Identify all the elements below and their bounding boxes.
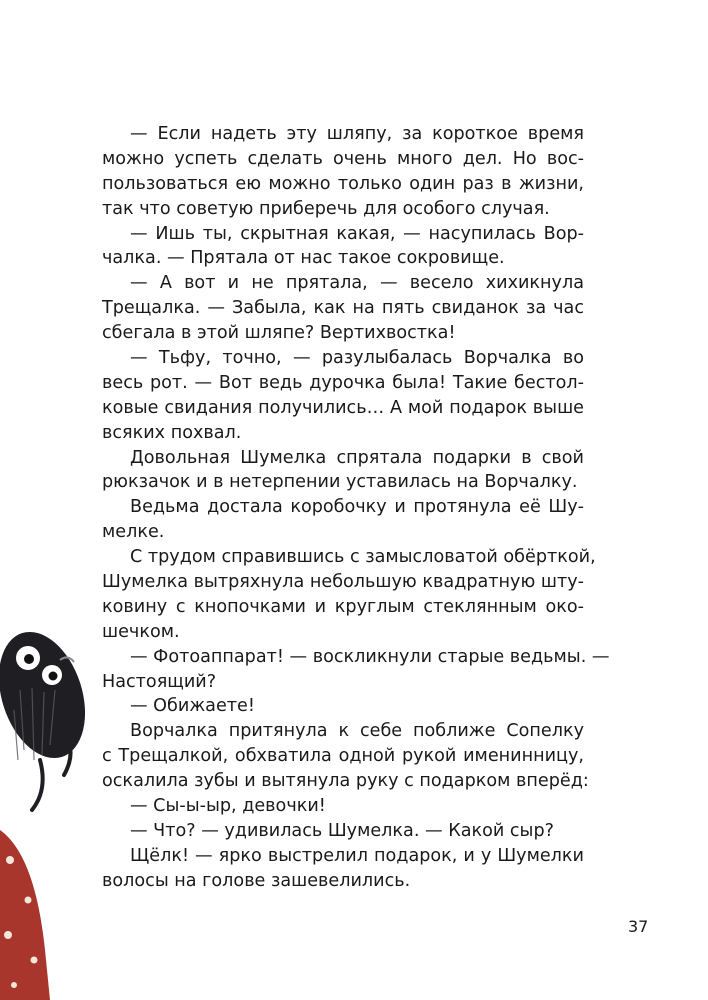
text-line: чалка. — Прятала от нас такое сокровище. (102, 248, 505, 269)
text-line: — Если надеть эту шляпу, за короткое время (130, 124, 584, 144)
text-line: — Ишь ты, скрытная какая, — насупилась Вор- (130, 223, 584, 244)
text-line: Довольная Шумелка спрятала подарки в свой (130, 447, 584, 468)
text-line: весь рот. — Вот ведь дурочка была! Такие бестол- (102, 372, 584, 393)
text-line: Ведьма достала коробочку и протянула её Шу- (130, 497, 584, 518)
text-line: — Обижаете! (130, 696, 255, 717)
text-line: всяких похвал. (102, 422, 242, 443)
text-line: мелке. (102, 522, 165, 543)
text-line: ковые свидания получились… А мой подарок выше (102, 397, 584, 418)
text-line: — Сы-ы-ыр, девочки! (130, 796, 326, 817)
text-line: так что советую приберечь для особого случая. (102, 198, 550, 219)
text-line: Щёлк! — ярко выстрелил подарок, и у Шумелки (130, 845, 584, 866)
text-line: — Фотоаппарат! — воскликнули старые ведьмы. — (130, 646, 610, 667)
text-line: волосы на голове зашевелились. (102, 870, 411, 891)
text-line: оскалила зубы и вытянула руку с подарком вперёд: (102, 771, 589, 792)
text-line: ковину с кнопочками и круглым стеклянным око- (102, 596, 584, 617)
page-number: 37 (628, 917, 649, 936)
story-text (102, 122, 610, 894)
text-line: пользоваться ею можно только один раз в жизни, (102, 173, 584, 194)
creature-body (0, 621, 100, 769)
text-line: — Что? — удивилась Шумелка. — Какой сыр? (130, 820, 554, 841)
text-line: С трудом справившись с замысловатой обёрткой, (130, 547, 596, 568)
red-dotted-shape (0, 830, 50, 1000)
text-line: рюкзачок и в нетерпении уставилась на Ворчалку. (102, 472, 578, 493)
illustration-creature (0, 600, 100, 1000)
text-line: можно успеть сделать очень много дел. Но вос- (102, 148, 584, 169)
text-line: сбегала в этой шляпе? Вертихвостка! (102, 323, 456, 344)
text-line: Шумелка вытряхнула небольшую квадратную шту- (102, 572, 584, 593)
text-line: — А вот и не прятала, — весело хихикнула (130, 273, 584, 294)
text-line: с Трещалкой, обхватила одной рукой именинницу, (102, 746, 584, 767)
text-line: Настоящий? (102, 671, 217, 692)
text-line: Трещалка. — Забыла, как на пять свиданок за час (102, 298, 584, 319)
text-line: шечком. (102, 621, 180, 642)
text-line: — Тьфу, точно, — разулыбалась Ворчалка во (130, 348, 584, 369)
text-line: Ворчалка притянула к себе поближе Сопелку (130, 721, 584, 742)
